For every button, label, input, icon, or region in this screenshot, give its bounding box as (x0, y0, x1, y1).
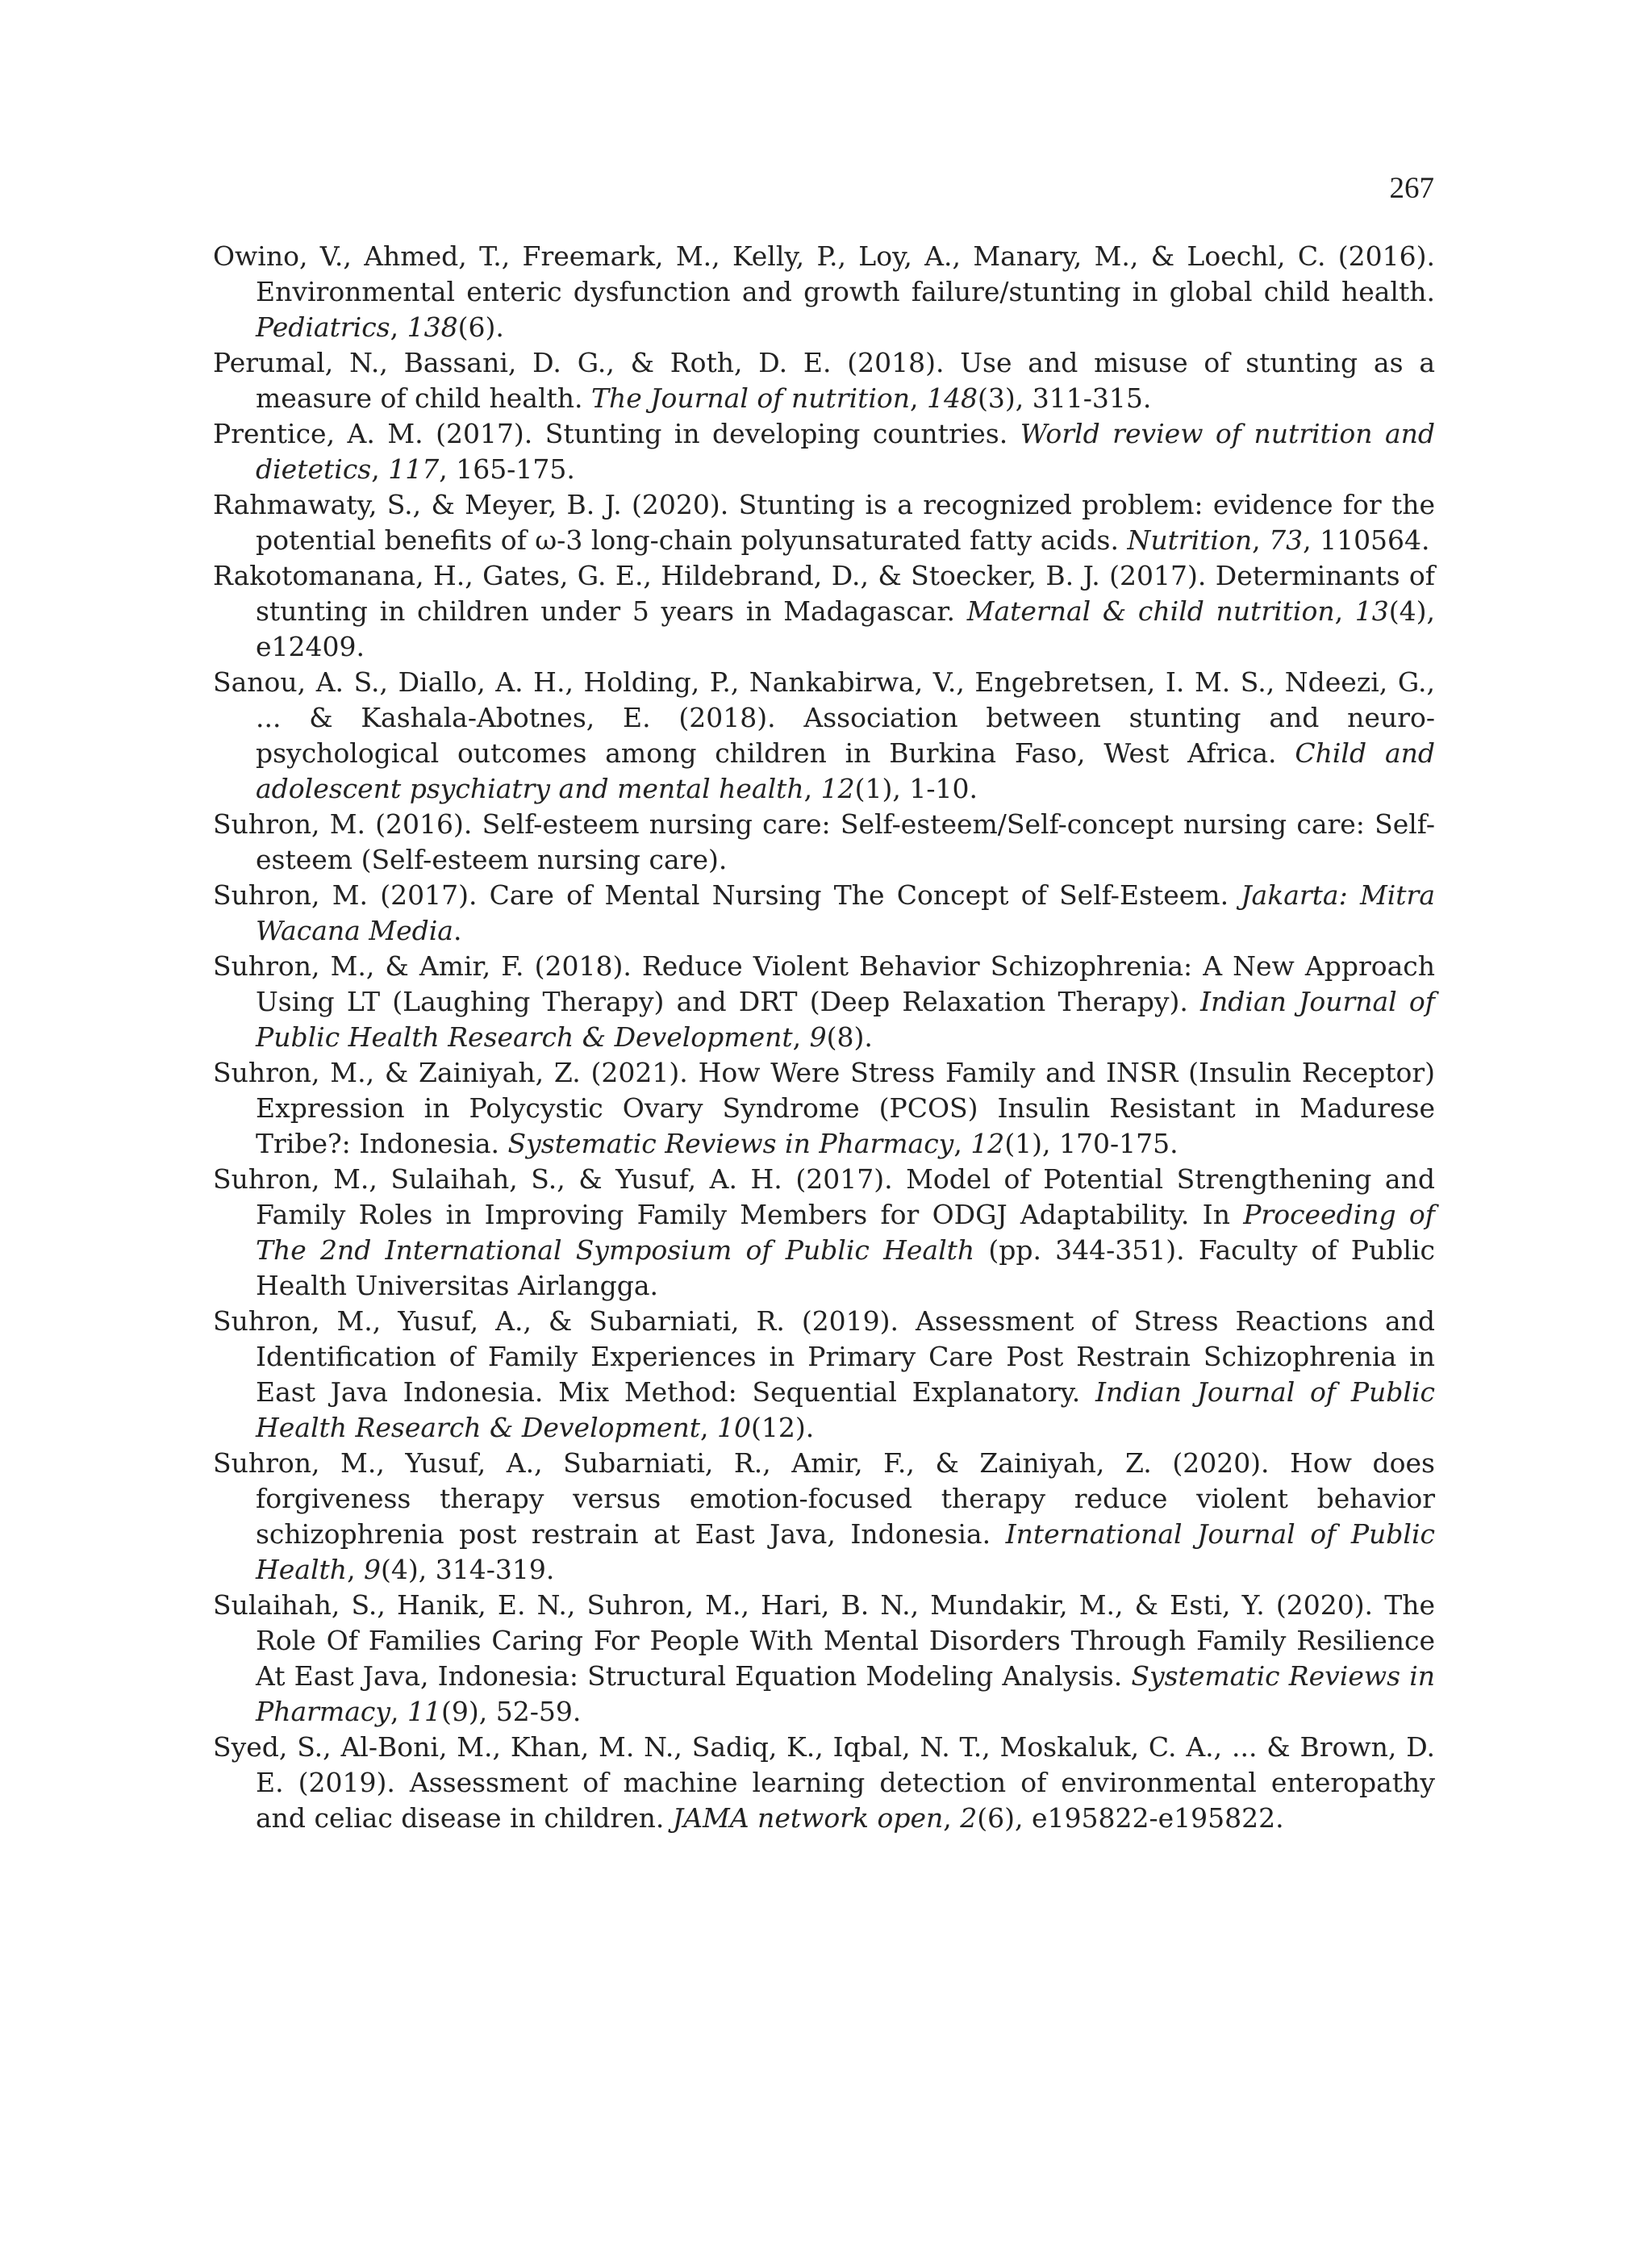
ref-text: (8). (826, 1021, 873, 1053)
ref-text: Sulaihah, S., Hanik, E. N., Suhron, M., Hari, B. N., Mundakir, M., & Esti, Y. (2020). The Role Of Families Caring For People With Mental Disorders Through Family Resilience At East Java, Indonesia: Structural Equation Modeling Analysis. (213, 1589, 1435, 1692)
ref-text: (pp. 344-351). Faculty of Public Health Universitas Airlangga. (256, 1234, 1435, 1301)
ref-source: Proceeding of The 2nd International Symposium of Public Health (256, 1199, 1435, 1266)
reference-entry (213, 1162, 1435, 1304)
reference-entry (213, 487, 1435, 558)
ref-volume: 13 (1354, 595, 1389, 627)
ref-volume: 12 (970, 1128, 1005, 1159)
ref-text: Owino, V., Ahmed, T., Freemark, M., Kelly, P., Loy, A., Manary, M., & Loechl, C. (2016). Environmental enteric dysfunction and growth failure/stunting in global child health. (213, 240, 1435, 307)
ref-volume: 73 (1269, 524, 1304, 556)
ref-text: Perumal, N., Bassani, D. G., & Roth, D. E. (2018). Use and misuse of stunting as a measure of child health. (213, 347, 1435, 414)
ref-source: Nutrition (1127, 524, 1253, 556)
ref-volume: 138 (407, 311, 458, 343)
ref-text: (6). (457, 311, 504, 343)
ref-text: (3), 311-315. (978, 382, 1152, 414)
ref-text: Suhron, M., Yusuf, A., & Subarniati, R. (2019). Assessment of Stress Reactions and Identification of Family Experiences in Primary Care Post Restrain Schizophrenia in East Java Indonesia. Mix Method: Sequential Explanatory. (213, 1305, 1435, 1408)
ref-text: Syed, S., Al-Boni, M., Khan, M. N., Sadiq, K., Iqbal, N. T., Moskaluk, C. A., ... & Brown, D. E. (2019). Assessment of machine learning detection of environmental enteropathy and celiac disease in children. (213, 1731, 1435, 1834)
reference-entry (213, 416, 1435, 487)
ref-text: (1), 170-175. (1004, 1128, 1179, 1159)
ref-source: Systematic Reviews in Pharmacy (256, 1660, 1436, 1727)
ref-text: , (390, 1696, 407, 1727)
ref-text: Sanou, A. S., Diallo, A. H., Holding, P., Nankabirwa, V., Engebretsen, I. M. S., Ndeezi, G., ... & Kashala-Abotnes, E. (2018). Association between stunting and neuro-psychological outcomes among children in Burkina Faso, West Africa. (213, 666, 1435, 769)
ref-text: . (453, 915, 462, 946)
ref-volume: 12 (820, 773, 855, 804)
ref-text: Suhron, M., Sulaihah, S., & Yusuf, A. H. (2017). Model of Potential Strengthening and Family Roles in Improving Family Members for ODGJ Adaptability. In (213, 1163, 1435, 1230)
ref-text: Suhron, M., Yusuf, A., Subarniati, R., Amir, F., & Zainiyah, Z. (2020). How does forgiveness therapy versus emotion-focused therapy reduce violent behavior schizophrenia post restrain at East Java, Indonesia. (213, 1447, 1435, 1550)
ref-volume: 117 (388, 453, 440, 485)
ref-text: , 110564. (1303, 524, 1430, 556)
ref-text: , (371, 453, 389, 485)
ref-source: Indian Journal of Public Health Research & Development (256, 1376, 1435, 1443)
ref-volume: 9 (809, 1021, 827, 1053)
reference-entry (213, 345, 1435, 416)
reference-entry (213, 558, 1435, 665)
ref-text: (1), 1-10. (854, 773, 978, 804)
reference-list (213, 239, 1435, 1836)
ref-text: Prentice, A. M. (2017). Stunting in developing countries. (213, 418, 1020, 449)
ref-text: (4), 314-319. (381, 1554, 555, 1585)
reference-entry (213, 1304, 1435, 1446)
ref-volume: 11 (407, 1696, 441, 1727)
ref-text: , (390, 311, 407, 343)
reference-entry (213, 1730, 1435, 1836)
ref-volume: 10 (716, 1412, 751, 1443)
ref-text: Suhron, M. (2017). Care of Mental Nursing The Concept of Self-Esteem. (213, 879, 1241, 911)
ref-text: , (347, 1554, 365, 1585)
ref-source: Indian Journal of Public Health Research & Development (256, 986, 1435, 1053)
reference-entry (213, 1446, 1435, 1588)
reference-entry (213, 807, 1435, 878)
ref-volume: 2 (960, 1802, 978, 1834)
ref-text: Rahmawaty, S., & Meyer, B. J. (2020). Stunting is a recognized problem: evidence for the potential benefits of ω-3 long-chain polyunsaturated fatty acids. (213, 489, 1435, 556)
ref-text: Suhron, M. (2016). Self-esteem nursing care: Self-esteem/Self-concept nursing care: Self-esteem (Self-esteem nursing care). (213, 808, 1435, 875)
ref-text: , (792, 1021, 810, 1053)
ref-text: (4), e12409. (256, 595, 1435, 662)
ref-volume: 9 (364, 1554, 382, 1585)
ref-text: (9), 52-59. (440, 1696, 582, 1727)
ref-source: International Journal of Public Health (256, 1518, 1435, 1585)
reference-entry (213, 878, 1435, 949)
ref-source: Child and adolescent psychiatry and mental health (256, 737, 1435, 804)
ref-text: , (943, 1802, 961, 1834)
ref-source: JAMA network open (672, 1802, 944, 1834)
ref-text: (6), e195822-e195822. (977, 1802, 1284, 1834)
ref-text: , (910, 382, 927, 414)
reference-entry (213, 239, 1435, 345)
ref-text: Rakotomanana, H., Gates, G. E., Hildebrand, D., & Stoecker, B. J. (2017). Determinants of stunting in children under 5 years in Madagascar. (213, 560, 1435, 627)
ref-text: , (1334, 595, 1355, 627)
reference-entry (213, 949, 1435, 1055)
ref-source: World review of nutrition and dietetics (256, 418, 1436, 485)
ref-text: Suhron, M., & Amir, F. (2018). Reduce Violent Behavior Schizophrenia: A New Approach Using LT (Laughing Therapy) and DRT (Deep Relaxation Therapy). (213, 950, 1435, 1017)
reference-entry (213, 665, 1435, 807)
reference-entry (213, 1588, 1435, 1730)
ref-source: Systematic Reviews in Pharmacy (507, 1128, 954, 1159)
ref-text: Suhron, M., & Zainiyah, Z. (2021). How Were Stress Family and INSR (Insulin Receptor) Expression in Polycystic Ovary Syndrome (PCOS) Insulin Resistant in Madurese Tribe?: Indonesia. (213, 1057, 1435, 1159)
ref-text: , (1252, 524, 1270, 556)
ref-text: , (699, 1412, 717, 1443)
ref-text: , (953, 1128, 971, 1159)
page-number: 267 (1389, 172, 1434, 205)
ref-source: Jakarta: Mitra Wacana Media (256, 879, 1435, 946)
ref-source: Pediatrics (256, 311, 390, 343)
ref-text: , (803, 773, 821, 804)
ref-source: Maternal & child nutrition (966, 595, 1335, 627)
reference-entry (213, 1055, 1435, 1162)
ref-volume: 148 (927, 382, 978, 414)
ref-text: (12). (750, 1412, 815, 1443)
ref-text: , 165-175. (439, 453, 575, 485)
ref-source: The Journal of nutrition (591, 382, 911, 414)
